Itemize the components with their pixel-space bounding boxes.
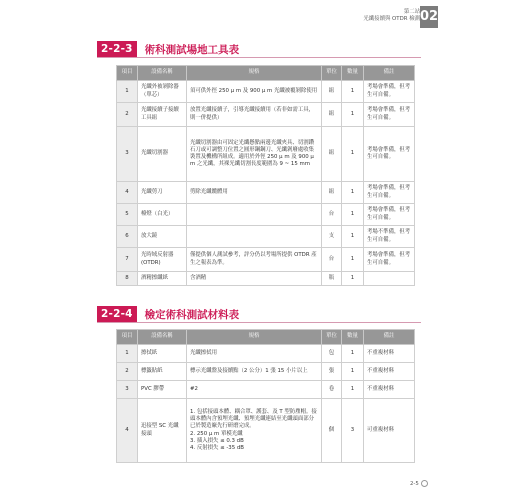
col-header-name: 設備名稱	[138, 330, 187, 345]
cell-item: 5	[117, 204, 138, 226]
cell-unit: 支	[322, 226, 342, 248]
table-row	[117, 204, 415, 226]
cell-unit: 台	[322, 248, 342, 272]
section-number: 2-2-3	[97, 41, 137, 57]
cell-spec: 剪除光纖纜體用	[187, 182, 322, 204]
col-header-spec: 規格	[187, 330, 322, 345]
cell-item: 6	[117, 226, 138, 248]
cell-name: 放大鏡	[138, 226, 187, 248]
section-heading-materials	[97, 306, 239, 322]
cell-spec: 光纖切割器由可固定光纖懸點兩邊光纖夾具、切割鑽石刀或可調整刀位置之圓形鋼鋼刀、光纖剝廢處收集裝置及機構所組成。適用於外徑 250 μ m 及 900 μ m 之光纖，其裸光纖切割長度範圍為 9 ~ 15 mm	[187, 127, 322, 182]
table-row	[117, 363, 415, 381]
cell-name: 檯燈（白光）	[138, 204, 187, 226]
chapter-number-badge: 02	[420, 6, 438, 28]
table-header-row	[117, 330, 415, 345]
cell-name: 光纖外被剝除器（單芯）	[138, 81, 187, 103]
cell-name: 標籤貼紙	[138, 363, 187, 381]
table-row	[117, 272, 415, 286]
col-header-note: 備註	[364, 66, 415, 81]
cell-name: 擦拭紙	[138, 345, 187, 363]
cell-name: 光纖接續子接續工具組	[138, 103, 187, 127]
tools-table	[116, 65, 415, 286]
section-heading-tools	[97, 41, 239, 57]
table-row	[117, 103, 415, 127]
section-title: 檢定術科測試材料表	[144, 308, 240, 321]
cell-unit: 個	[322, 399, 342, 463]
col-header-unit: 單位	[322, 66, 342, 81]
cell-spec: #2	[187, 381, 322, 399]
cell-unit: 組	[322, 182, 342, 204]
cell-name: PVC 膠帶	[138, 381, 187, 399]
col-header-item: 項目	[117, 330, 138, 345]
table-row	[117, 226, 415, 248]
col-header-qty: 數量	[342, 330, 364, 345]
cell-note: 考場會準備，但考生可自備。	[364, 182, 415, 204]
cell-spec: 1. 包括接頭本體、耦合罩、護套、及 T 型防塵帽。接頭本體內含預埋光纖、預埋光纖連結至光纖頭面部分已於製造廠先行研磨完成。 2. 250 μ m 單模光纖 3. 插入損失 ≤ 0.3 dB 4. 反射損失 ≤ -35 dB	[187, 399, 322, 463]
cell-spec: 放置光纖接續子，引導光纖接續用（若非如需工具，則一併提供）	[187, 103, 322, 127]
chapter-subtitle: 光纖接續與 OTDR 檢測	[363, 16, 420, 22]
cell-item: 1	[117, 81, 138, 103]
cell-unit: 台	[322, 204, 342, 226]
cell-name: 光纖剪刀	[138, 182, 187, 204]
cell-spec	[187, 226, 322, 248]
cell-unit: 卷	[322, 381, 342, 399]
cell-qty: 1	[342, 226, 364, 248]
section-divider	[97, 322, 421, 323]
running-header	[363, 9, 420, 23]
cell-qty: 1	[342, 345, 364, 363]
cell-note: 可重複材料	[364, 399, 415, 463]
section-number: 2-2-4	[97, 306, 137, 322]
cell-name: 迅接型 SC 光纖接頭	[138, 399, 187, 463]
cell-item: 4	[117, 182, 138, 204]
cell-unit: 組	[322, 103, 342, 127]
col-header-item: 項目	[117, 66, 138, 81]
page-footer	[410, 480, 428, 487]
cell-note: 考場會準備，但考生可自備。	[364, 127, 415, 182]
cell-spec: 須可供外徑 250 μ m 及 900 μ m 光纖被覆剝除使用	[187, 81, 322, 103]
cell-unit: 瓶	[322, 272, 342, 286]
cell-name: 光纖切割器	[138, 127, 187, 182]
cell-qty: 1	[342, 103, 364, 127]
cell-qty: 1	[342, 127, 364, 182]
cell-spec: 含酒精	[187, 272, 322, 286]
cell-note: 不重複材料	[364, 381, 415, 399]
cell-note: 不重複材料	[364, 345, 415, 363]
table-row	[117, 345, 415, 363]
table-row	[117, 399, 415, 463]
page-circle-icon	[421, 480, 428, 487]
cell-qty: 1	[342, 363, 364, 381]
cell-item: 1	[117, 345, 138, 363]
cell-note: 不重複材料	[364, 363, 415, 381]
cell-item: 7	[117, 248, 138, 272]
table-row	[117, 381, 415, 399]
col-header-name: 設備名稱	[138, 66, 187, 81]
cell-note: 考場會準備，但考生可自備。	[364, 81, 415, 103]
cell-spec	[187, 204, 322, 226]
cell-spec: 光纖擦拭用	[187, 345, 322, 363]
cell-item: 8	[117, 272, 138, 286]
cell-spec: 標示光纖盤及接續點（2 公分）1 張 15 小片以上	[187, 363, 322, 381]
cell-note: 考場不準備，但考生可自備。	[364, 226, 415, 248]
page-number: 2-5	[410, 481, 419, 487]
col-header-note: 備註	[364, 330, 415, 345]
col-header-spec: 規格	[187, 66, 322, 81]
cell-item: 3	[117, 381, 138, 399]
cell-qty: 1	[342, 248, 364, 272]
cell-note: 考場會準備，但考生可自備。	[364, 248, 415, 272]
cell-item: 3	[117, 127, 138, 182]
cell-item: 2	[117, 363, 138, 381]
cell-name: 光時域反射器(OTDR)	[138, 248, 187, 272]
cell-qty: 1	[342, 272, 364, 286]
cell-qty: 1	[342, 182, 364, 204]
cell-note: 考場會準備，但考生可自備。	[364, 103, 415, 127]
section-title: 術科測試場地工具表	[144, 43, 240, 56]
table-row	[117, 81, 415, 103]
cell-note: 考場會準備，但考生可自備。	[364, 204, 415, 226]
cell-qty: 1	[342, 204, 364, 226]
cell-spec: 僅提供個人測試參考，評分仍以考場所提供 OTDR 產生之報表為準。	[187, 248, 322, 272]
cell-qty: 3	[342, 399, 364, 463]
table-header-row	[117, 66, 415, 81]
col-header-unit: 單位	[322, 330, 342, 345]
cell-note	[364, 272, 415, 286]
cell-unit: 組	[322, 81, 342, 103]
cell-unit: 包	[322, 345, 342, 363]
cell-qty: 1	[342, 381, 364, 399]
col-header-qty: 數量	[342, 66, 364, 81]
cell-name: 酒精擦纖紙	[138, 272, 187, 286]
cell-unit: 組	[322, 127, 342, 182]
chapter-label: 第二站	[403, 9, 420, 15]
materials-table	[116, 329, 415, 463]
table-row	[117, 182, 415, 204]
cell-qty: 1	[342, 81, 364, 103]
table-row	[117, 248, 415, 272]
table-row	[117, 127, 415, 182]
section-divider	[97, 57, 421, 58]
cell-item: 2	[117, 103, 138, 127]
cell-item: 4	[117, 399, 138, 463]
cell-unit: 張	[322, 363, 342, 381]
